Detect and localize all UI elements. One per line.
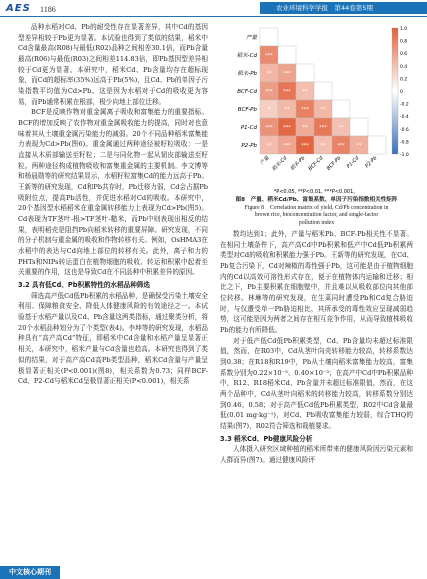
caption-english-1: Figure 8 Correlation matrix of yield, Cd/Pb concentration in [244, 204, 389, 211]
journal-header: 农业环境科学学报 第44卷第5期 [260, 2, 427, 14]
matrix-cell [350, 118, 368, 136]
journal-logo: AES [6, 3, 31, 14]
significance-mark: *** [283, 125, 291, 131]
significance-note: *P<0.05, **P<0.01, ***P<0.001。 [273, 189, 359, 195]
column-label: P2-Pb [364, 155, 379, 170]
column-label: BCF-Cd [307, 155, 325, 173]
column-label: 产量 [259, 155, 271, 167]
column-label: P1-Cd [345, 155, 361, 170]
figure-caption [220, 197, 413, 228]
significance-mark: *** [283, 89, 291, 95]
significance-mark: *** [265, 53, 273, 59]
significance-mark: ** [356, 143, 362, 149]
significance-mark: ** [266, 71, 272, 77]
row-label: P2-Pb [241, 143, 257, 149]
significance-mark: *** [265, 89, 273, 95]
left-column [18, 22, 208, 387]
row-label: P1-Cd [240, 125, 257, 131]
row-label: BCF-Cd [237, 89, 257, 95]
significance-mark: ** [320, 143, 326, 149]
row-label: 稻米-Cd [236, 53, 257, 59]
right-column [220, 229, 413, 466]
row-label: 稻米-Pb [237, 71, 257, 77]
paragraph: 数均达到1；此外，产量与稻米Pb、BCF-Pb相关性不显著。在相同土壤条件下，高产高Cd中Pb积累和低产中Cd低Pb积累两类型对Cd的吸收和积累能力强于Pb。王新等的研究发现，在Cd、Pb复合污染下，Cd对辣椒的毒性强于Pb，这可能是由于植物细胞内的Cd以高效可溶性形式存在，便于在植物体内运输和迁移；相比之下，Pb主要积累在细胞壁中，并且难以从吸收部位向其他部位转移。林琳等的研究发现，在生菜同时遭受Pb和Cd复合胁迫时，与仅遭受单一Pb胁迫相比，其所承受的毒性效应呈现减弱趋势，这可能是因为两者之间存在相互竞争作用，从而导致植株吸收Pb的能力有所降低。 [220, 230, 413, 335]
column-label: 稻米-Cd [271, 155, 289, 173]
significance-mark: *** [283, 71, 291, 77]
matrix-cell [332, 100, 350, 118]
caption-english-3: pollution index [298, 220, 335, 227]
correlation-matrix-figure [220, 22, 413, 197]
color-scale-bar [392, 28, 398, 154]
column-label: BCF-Pb [325, 155, 343, 172]
significance-mark: ** [302, 89, 308, 95]
significance-mark: *** [283, 143, 291, 149]
paragraph: 人体摄入研究区域种植的稻米所带来的健康风险因污染元素和人群而异(图7)。通过健康风险评 [220, 445, 413, 465]
column-label: 稻米-Pb [289, 155, 307, 173]
significance-mark: ** [302, 125, 308, 131]
scale-tick: -0.2 [400, 102, 409, 108]
header-rule [0, 16, 427, 17]
scale-tick: 0.4 [400, 64, 408, 70]
significance-mark: ** [284, 107, 290, 113]
matrix-cell [278, 46, 296, 64]
significance-mark: ** [320, 107, 326, 113]
scale-tick: 0 [400, 90, 403, 95]
section-heading: 3.3 稻米Cd、Pb健康风险分析 [220, 434, 313, 443]
matrix-cell [296, 64, 314, 82]
matrix-cell [314, 82, 332, 100]
significance-mark: ** [266, 143, 272, 149]
scale-tick: -0.6 [400, 127, 409, 133]
row-label: 产量 [245, 35, 257, 41]
section-heading: 3.2 具有低Cd、Pb积累特性的水稻品种筛选 [18, 281, 150, 290]
scale-tick: 1.0 [400, 27, 408, 32]
paragraph: 品种水稻对Cd、Pb的耐受性存在显著差异，其中Cd的基因型差异相较于Pb更为显著。本试验也得到了类似的结果，稻米中Cd含量最高(R08)与最低(R02)品种之间相差30.1倍，而Pb含量最高(R06)与最低(R03)之间相差114.83倍，即Pb基因型差异相较于Cd更为显著。本研究中，稻米Cd、Pb含量均存在超标现象，而Cd的超标率(35%)远高于Pb(5%)，且Cd、Pb的单因子污染指数平均值为Cd>Pb。这是因为水稻对于Cd的吸收更为容易，而Pb通常积累在根部，极少向地上部位迁移。 [18, 23, 208, 106]
scale-tick: 0.6 [400, 52, 408, 58]
significance-mark: *** [265, 125, 273, 131]
scale-tick: -0.8 [400, 140, 409, 146]
footer-badge: 中文核心期刊 [0, 566, 60, 579]
scale-tick: 0.2 [400, 77, 408, 83]
matrix-cell [260, 28, 278, 46]
caption-chinese: 图8 产量、稻米Cd/Pb、富集系数、单因子污染指数相关性矩阵 [235, 197, 398, 203]
significance-mark: *** [301, 143, 309, 149]
correlation-matrix [220, 22, 413, 197]
scale-tick: 0.8 [400, 39, 408, 45]
significance-mark: * [267, 107, 271, 113]
scale-tick: -1.0 [400, 153, 409, 158]
significance-mark: ** [338, 125, 344, 131]
paragraph: 筛选高产低Cd低Pb积累的水稻品种，是确保受污染土壤安全利用、保障粮食安全、降低人体健康风险的有效途径之一。本试验基于水稻产量以及Cd、Pb含量这两类指标，通过聚类分析，将20个水稻品种划分为了个类型(表4)。李坤等的研究发现，水稻品种具有“高产高Cd”特征，即稻米中Cd含量和水稻产量呈显著正相关，本研究中，稻米产量与Cd含量也趋高。本研究也得到了类似的结果，对于高产高Cd高Pb类型品种，稻米Cd含量与产量呈极显著正相关(P<0.001)(图8)，相关系数为0.73；同样BCF-Cd、P2-Cd与稻米Cd呈极显著正相关(P<0.001)，相关系 [18, 291, 208, 386]
paragraph: BCF是反映作物对重金属离子吸收和富集能力的重要指标。BCF的增加反映了农作物对重金属吸收能力的提高，同时对也意味着其从土壤重金属污染能力的减弱。20个不同品种稻米富集能力表现为Cd>Pb(图6)。重金属通过两种途径被籽粒吸收：一是直接从木质部输送至籽粒；二是与同化物一起从韧皮部输送至籽粒。两种途径构成植物吸收和富集重金属的主要机制。李文博等和杨晨勋等的研究结果显示，水稻籽粒富集Cd的能力远高于Pb。王新等的研究发现，Cd和Pb共存时，Pb迁移力弱，Cd会占据Pb吸附位点，提高Pb活性，并促进水稻对Cd的吸收。本研究中，20个基因型水稻稻米在重金属转移能力上表现为Cd>Pb(图5)。Cd表现为TF茎叶-根>TF茎叶-糙米，而Pb中则表现出相反的结果，表明稻壳是阻挡Pb向稻米转移的重要屏障。研究发现，不同的分子机制与重金属的吸收和作物转移有关。例如，OsHMA3在水稻中的表达与Cd向地上部位的转移有关。此外，离子和力的PHTs和NIPs转运蛋白在植物细胞的吸收、转运和积累中起着至关重要的作用，这也是导致Cd在不同品种中积累差异的原因。 [18, 108, 208, 277]
row-label: BCF-Pb [237, 107, 257, 113]
significance-mark: *** [337, 143, 345, 149]
paragraph: 对于低产低Cd低Pb积累类型，Cd、Pb含量均未超过标准限值，然而，在R03中，Cd从茎叶向壳转移能力较高，转移系数达到0.38；在R18和R19中，Pb从土壤向稻米富集能力较高，富集系数分别为0.22×10⁻³、0.40×10⁻³；在高产中Cd中Pb积累品种中，R12、R18稻米Cd、Pb含量并未超过标准限值，然而，在这两个品种中，Cd从茎叶向稻米的转移能力较高，转移系数分别达到0.46、0.58；对于高产低Cd低Pb积累类型，R02中Cd含量最低(0.01 mg·kg⁻¹)，对Cd、Pb吸收富集能力较弱，综合THQ的结果(图7)，R02符合筛选和栽植要求。 [220, 336, 413, 431]
matrix-cell [368, 136, 386, 154]
caption-english-2: brown rice, bioconcentration factor, and single-factor [254, 212, 379, 219]
page-number: 1186 [40, 5, 56, 14]
significance-mark: *** [301, 107, 309, 113]
scale-tick: -0.4 [400, 115, 409, 121]
significance-mark: *** [319, 125, 327, 131]
